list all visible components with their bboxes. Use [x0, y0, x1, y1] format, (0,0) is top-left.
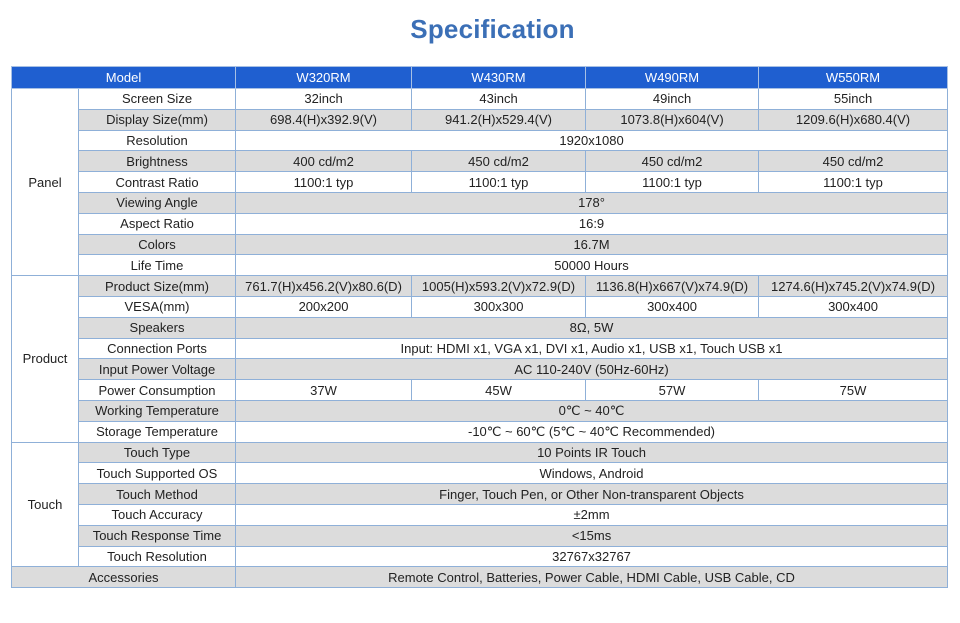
header-w490rm: W490RM [586, 67, 759, 89]
table-row [12, 463, 948, 484]
cell-value: Windows, Android [236, 463, 948, 484]
cell-value: 300x300 [412, 296, 586, 317]
row-label: Display Size(mm) [79, 109, 236, 130]
table-row [12, 276, 948, 297]
row-label: Screen Size [79, 89, 236, 110]
table-row [12, 546, 948, 567]
cell-value: 450 cd/m2 [759, 151, 948, 172]
row-label: Colors [79, 234, 236, 255]
row-label: Life Time [79, 255, 236, 276]
row-label: Speakers [79, 317, 236, 338]
row-label: Touch Resolution [79, 546, 236, 567]
cell-value: 1100:1 typ [236, 172, 412, 193]
row-label: Touch Type [79, 442, 236, 463]
cell-value: 450 cd/m2 [412, 151, 586, 172]
cell-value: 32inch [236, 89, 412, 110]
group-product: Product [12, 276, 79, 442]
cell-value: 1920x1080 [236, 130, 948, 151]
table-row [12, 400, 948, 421]
cell-value: 1100:1 typ [412, 172, 586, 193]
spec-table [11, 66, 948, 588]
row-label: Contrast Ratio [79, 172, 236, 193]
cell-value: 761.7(H)x456.2(V)x80.6(D) [236, 276, 412, 297]
cell-value: 43inch [412, 89, 586, 110]
row-label: Brightness [79, 151, 236, 172]
table-row [12, 192, 948, 213]
cell-value: 450 cd/m2 [586, 151, 759, 172]
table-row [12, 567, 948, 588]
header-w320rm: W320RM [236, 67, 412, 89]
table-row [12, 380, 948, 401]
table-row [12, 442, 948, 463]
header-model: Model [12, 67, 236, 89]
row-label: VESA(mm) [79, 296, 236, 317]
cell-value: <15ms [236, 525, 948, 546]
cell-value: 10 Points IR Touch [236, 442, 948, 463]
row-label: Touch Accuracy [79, 504, 236, 525]
cell-value: 57W [586, 380, 759, 401]
row-label: Product Size(mm) [79, 276, 236, 297]
cell-value: AC 110-240V (50Hz-60Hz) [236, 359, 948, 380]
cell-value: 37W [236, 380, 412, 401]
header-w430rm: W430RM [412, 67, 586, 89]
cell-value: 698.4(H)x392.9(V) [236, 109, 412, 130]
row-label: Viewing Angle [79, 192, 236, 213]
row-label: Connection Ports [79, 338, 236, 359]
header-w550rm: W550RM [759, 67, 948, 89]
row-label: Aspect Ratio [79, 213, 236, 234]
table-row [12, 484, 948, 505]
cell-value: 300x400 [586, 296, 759, 317]
table-row [12, 255, 948, 276]
table-row [12, 172, 948, 193]
row-label: Power Consumption [79, 380, 236, 401]
table-row [12, 525, 948, 546]
row-label: Touch Response Time [79, 525, 236, 546]
cell-value: 300x400 [759, 296, 948, 317]
table-row [12, 338, 948, 359]
cell-value: 0℃ ~ 40℃ [236, 400, 948, 421]
cell-value: Finger, Touch Pen, or Other Non-transparent Objects [236, 484, 948, 505]
cell-value: 1100:1 typ [586, 172, 759, 193]
table-row [12, 504, 948, 525]
table-row [12, 317, 948, 338]
table-row [12, 151, 948, 172]
cell-value: 50000 Hours [236, 255, 948, 276]
cell-value: 941.2(H)x529.4(V) [412, 109, 586, 130]
cell-value: 16:9 [236, 213, 948, 234]
table-row [12, 421, 948, 442]
cell-value: 45W [412, 380, 586, 401]
cell-value: 55inch [759, 89, 948, 110]
cell-value: Remote Control, Batteries, Power Cable, HDMI Cable, USB Cable, CD [236, 567, 948, 588]
row-label: Touch Method [79, 484, 236, 505]
cell-value: 1209.6(H)x680.4(V) [759, 109, 948, 130]
cell-value: 1274.6(H)x745.2(V)x74.9(D) [759, 276, 948, 297]
cell-value: 8Ω, 5W [236, 317, 948, 338]
group-touch: Touch [12, 442, 79, 567]
cell-value: 1136.8(H)x667(V)x74.9(D) [586, 276, 759, 297]
cell-value: Input: HDMI x1, VGA x1, DVI x1, Audio x1, USB x1, Touch USB x1 [236, 338, 948, 359]
cell-value: 1100:1 typ [759, 172, 948, 193]
row-label: Working Temperature [79, 400, 236, 421]
row-label: Touch Supported OS [79, 463, 236, 484]
cell-value: 16.7M [236, 234, 948, 255]
table-row [12, 359, 948, 380]
cell-value: 49inch [586, 89, 759, 110]
cell-value: 1073.8(H)x604(V) [586, 109, 759, 130]
row-label: Input Power Voltage [79, 359, 236, 380]
cell-value: 1005(H)x593.2(V)x72.9(D) [412, 276, 586, 297]
cell-value: 75W [759, 380, 948, 401]
row-label: Storage Temperature [79, 421, 236, 442]
table-row [12, 296, 948, 317]
table-row [12, 89, 948, 110]
page-title: Specification [410, 14, 575, 44]
cell-value: 400 cd/m2 [236, 151, 412, 172]
cell-value: ±2mm [236, 504, 948, 525]
group-panel: Panel [12, 89, 79, 276]
table-row [12, 234, 948, 255]
cell-value: 178° [236, 192, 948, 213]
table-row [12, 213, 948, 234]
cell-value: 200x200 [236, 296, 412, 317]
cell-value: 32767x32767 [236, 546, 948, 567]
table-header-row [12, 67, 948, 89]
cell-value: -10℃ ~ 60℃ (5℃ ~ 40℃ Recommended) [236, 421, 948, 442]
table-row [12, 109, 948, 130]
row-label: Resolution [79, 130, 236, 151]
row-label: Accessories [12, 567, 236, 588]
table-row [12, 130, 948, 151]
